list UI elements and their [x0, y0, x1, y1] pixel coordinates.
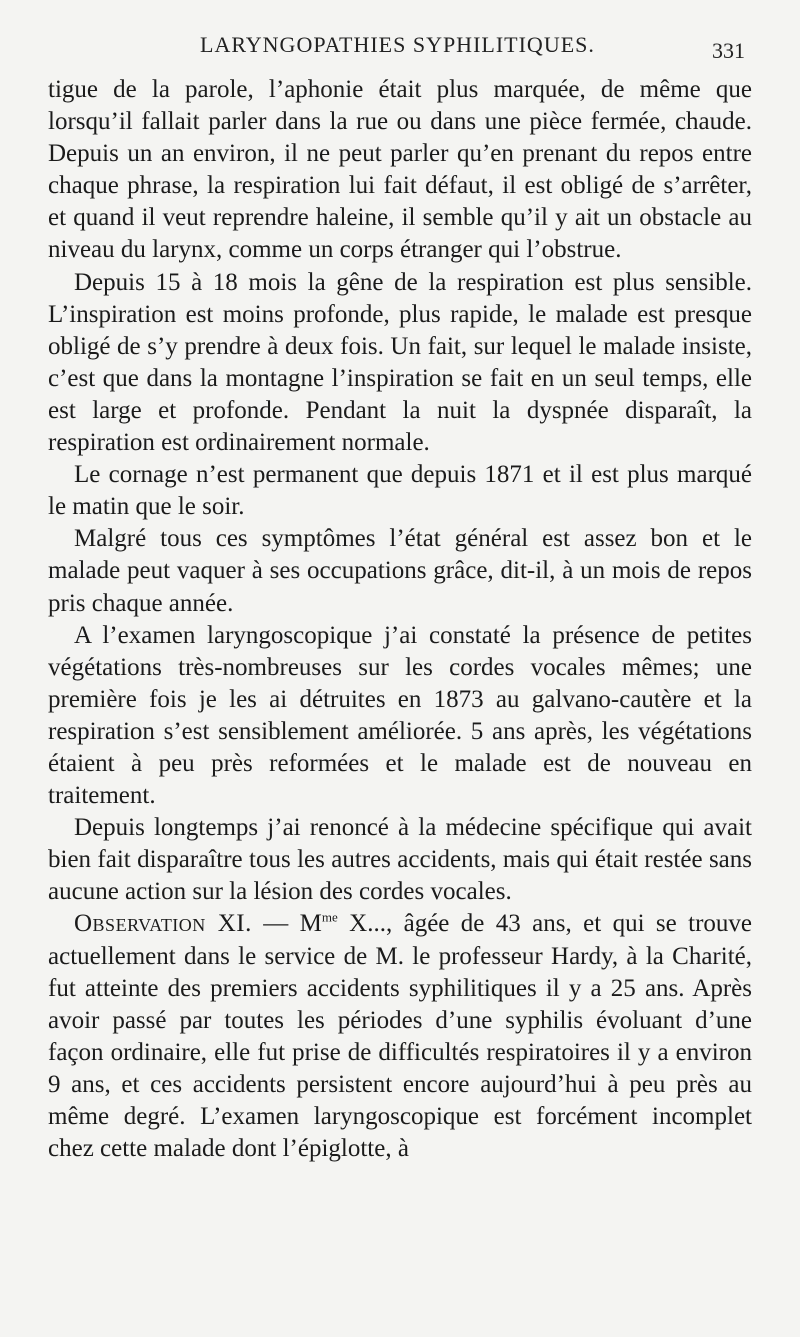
page-header [0, 30, 800, 70]
paragraph: Depuis longtemps j’ai renoncé à la médecine spécifique qui avait bien fait disparaître tous les autres accidents, mais qui était restée sans aucune action sur la lésion des cordes vocales. [48, 814, 752, 906]
paragraph-continued: tigue de la parole, l’aphonie était plus marquée, de même que lorsqu’il fallait parler dans la rue ou dans une pièce fermée, chaude. Depuis un an environ, il ne peut parler qu’en prenant du repos entre chaque phrase, la respiration lui fait défaut, il est obligé de s’arrêter, et quand il veut reprendre haleine, il semble qu’il y ait un obstacle au niveau du larynx, comme un corps étranger qui l’obstrue. [48, 76, 752, 264]
paragraph: Depuis 15 à 18 mois la gêne de la respiration est plus sensible. L’inspiration est moins profonde, plus rapide, le malade est presque obligé de s’y prendre à deux fois. Un fait, sur lequel le malade insiste, c’est que dans la montagne l’inspiration se fait en un seul temps, elle est large et profonde. Pendant la nuit la dyspnée disparaît, la respiration est ordinairement normale. [48, 268, 752, 457]
running-title: LARYNGOPATHIES SYPHILITIQUES. [200, 32, 595, 57]
page-number: 331 [712, 38, 745, 63]
body-text [48, 74, 752, 1165]
observation-superscript: me [321, 910, 338, 926]
observation-label: Observation XI. [74, 910, 252, 938]
paragraph: A l’examen laryngoscopique j’ai constaté la présence de petites végétations très-nombreuses sur les cordes vocales mêmes; une première fois je les ai détruites en 1873 au galvano-cautère et la respiration s’est sensiblement améliorée. 5 ans après, les végétations étaient à peu près reformées et le malade est de nouveau en traitement. [48, 621, 752, 810]
paragraph: Le cornage n’est permanent que depuis 1871 et il est plus marqué le matin que le soir. [48, 461, 752, 521]
observation-dash: — M [251, 910, 322, 938]
paragraph: Malgré tous ces symptômes l’état général est assez bon et le malade peut vaquer à ses occupations grâce, dit-il, à un mois de repos pris chaque année. [48, 525, 752, 617]
observation-text: X..., âgée de 43 ans, et qui se trouve actuellement dans le service de M. le professeur Hardy, à la Charité, fut atteinte des premiers accidents syphilitiques il y a 25 ans. Après avoir passé par toutes les périodes d’une syphilis évoluant d’une façon ordinaire, elle fut prise de difficultés respiratoires il y a environ 9 ans, et ces accidents persistent encore aujourd’hui à peu près au même degré. L’examen laryngoscopique est forcément incomplet chez cette malade dont l’épiglotte, à [48, 910, 752, 1163]
observation-paragraph [48, 908, 752, 1165]
